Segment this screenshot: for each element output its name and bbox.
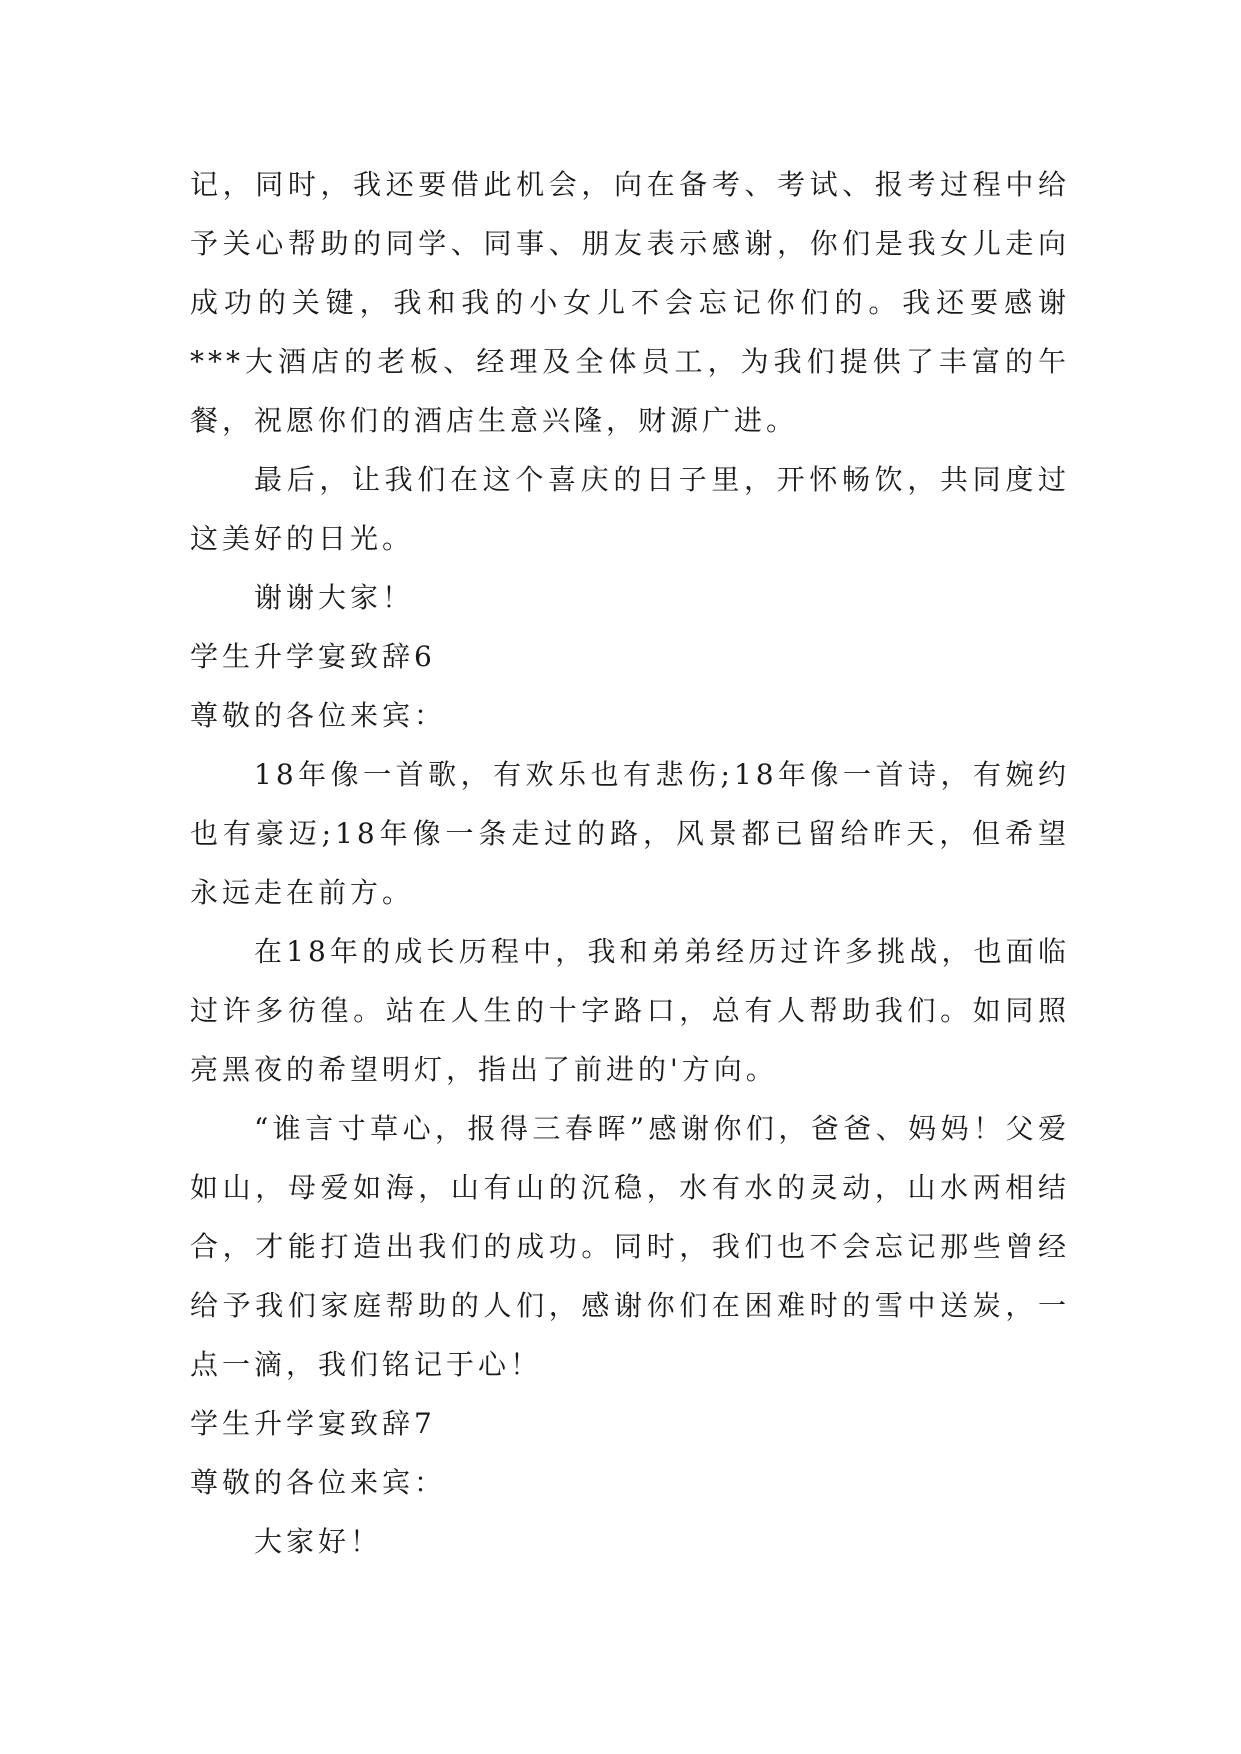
paragraph-greeting: 大家好！ <box>254 1525 383 1558</box>
paragraph-thanks: 记，同时，我还要借此机会，向在备考、考试、报考过程中给予关心帮助的同学、同事、朋友表示感谢，你们是我女儿走向成功的关键，我和我的小女儿不会忘记你们的。我还要感谢***大酒店的老板、经理及全体员工，为我们提供了丰富的午餐，祝愿你们的酒店生意兴隆，财源广进。 <box>190 168 1070 437</box>
document-body <box>190 155 1070 1571</box>
paragraph-closing: 最后，让我们在这个喜庆的日子里，开怀畅饮，共同度过这美好的日光。 <box>190 463 1070 555</box>
section-heading-7: 学生升学宴致辞7 <box>190 1407 436 1440</box>
paragraph-parents: “谁言寸草心，报得三春晖”感谢你们，爸爸、妈妈！父爱如山，母爱如海，山有山的沉稳，水有水的灵动，山水两相结合，才能打造出我们的成功。同时，我们也不会忘记那些曾经给予我们家庭帮助的人们，感谢你们在困难时的雪中送炭，一点一滴，我们铭记于心！ <box>190 1112 1070 1381</box>
paragraph-18-years: 18年像一首歌，有欢乐也有悲伤;18年像一首诗，有婉约也有豪迈;18年像一条走过的路，风景都已留给昨天，但希望永远走在前方。 <box>190 758 1070 909</box>
paragraph-thank-you: 谢谢大家！ <box>254 581 415 614</box>
paragraph-growth: 在18年的成长历程中，我和弟弟经历过许多挑战，也面临过许多彷徨。站在人生的十字路口，总有人帮助我们。如同照亮黑夜的希望明灯，指出了前进的'方向。 <box>190 935 1070 1086</box>
section-heading-6: 学生升学宴致辞6 <box>190 640 436 673</box>
salutation-6: 尊敬的各位来宾： <box>190 699 447 732</box>
salutation-7: 尊敬的各位来宾： <box>190 1466 447 1499</box>
